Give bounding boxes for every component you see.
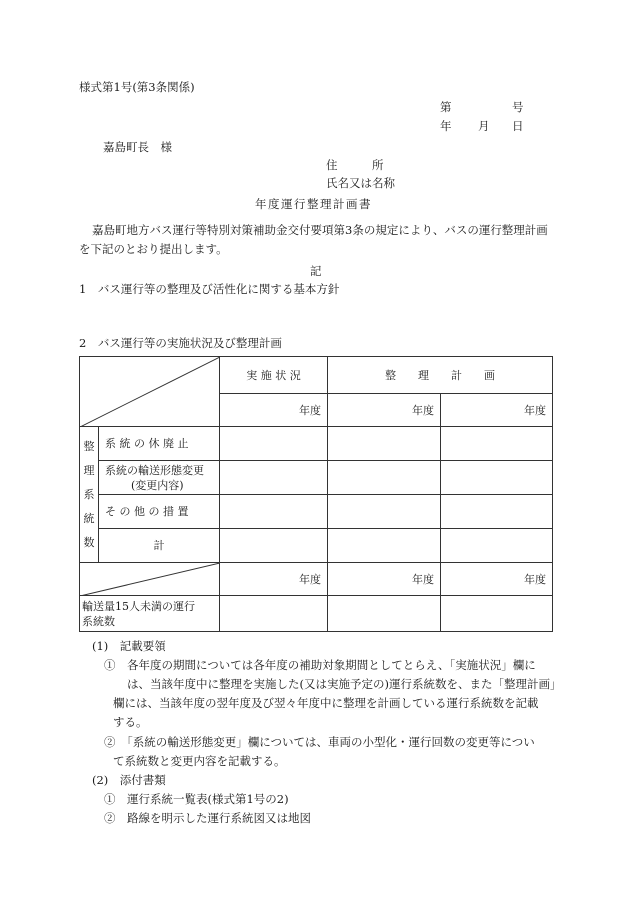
row-label-total: 計	[99, 529, 220, 563]
diagonal-line	[80, 563, 220, 596]
row-label-other-measures: そ の 他 の 措 置	[99, 495, 220, 529]
table-cell	[220, 495, 328, 529]
table-cell	[328, 461, 441, 495]
col-header-actual: 実 施 状 況	[220, 357, 328, 394]
table-cell	[328, 529, 441, 563]
diagonal-line	[80, 357, 220, 427]
table-cell	[328, 495, 441, 529]
note-1-1-line-1: ① 各年度の期間については各年度の補助対象期間としてとらえ、「実施状況」欄に	[104, 658, 536, 672]
status-plan-table	[79, 356, 553, 632]
paragraph-line-2: を下記のとおり提出します。	[79, 242, 228, 256]
year-cell: 年度	[220, 394, 328, 427]
document-number-suffix: 号	[512, 100, 524, 114]
table-cell	[441, 596, 553, 632]
note-1-1-line-3: 欄には、当該年度の翌年度及び翌々年度中に整理を計画している運行系統数を記載	[113, 696, 539, 710]
section-1-heading: 1 バス運行等の整理及び活性化に関する基本方針	[79, 282, 340, 296]
year-cell: 年度	[328, 563, 441, 596]
paragraph-line-1: 嘉島町地方バス運行等特別対策補助金交付要項第3条の規定により、バスの運行整理計画	[92, 223, 548, 237]
note-2-heading: (2) 添付書類	[92, 773, 166, 787]
year-cell: 年度	[441, 394, 553, 427]
name-label: 氏名又は名称	[326, 176, 395, 190]
table-cell	[220, 596, 328, 632]
table-cell	[328, 596, 441, 632]
year-cell: 年度	[328, 394, 441, 427]
ki-marker: 記	[310, 264, 322, 278]
bottom-diagonal-cell	[80, 563, 220, 596]
row-group-label: 整 理 系 統 数	[80, 427, 99, 563]
table-cell	[220, 529, 328, 563]
document-number-prefix: 第	[440, 100, 452, 114]
note-1-1-line-2: は、当該年度中に整理を実施した(又は実施予定の)運行系統数を、また「整理計画」	[127, 677, 562, 691]
year-cell: 年度	[220, 563, 328, 596]
addressee: 嘉島町長 様	[103, 140, 172, 154]
date-day: 日	[512, 119, 524, 133]
table-cell	[328, 427, 441, 461]
page-title: 年度運行整理計画書	[255, 197, 372, 211]
note-2-2: ② 路線を明示した運行系統図又は地図	[104, 811, 311, 825]
address-label: 住 所	[326, 158, 384, 172]
note-1-2-line-1: ② 「系統の輸送形態変更」欄については、車両の小型化・運行回数の変更等につい	[104, 735, 535, 749]
header-diagonal-cell	[80, 357, 220, 427]
table-cell	[220, 427, 328, 461]
note-1-2-line-2: て系統数と変更内容を記載する。	[113, 754, 286, 768]
note-2-1: ① 運行系統一覧表(様式第1号の2)	[104, 792, 289, 806]
section-2-heading: 2 バス運行等の実施状況及び整理計画	[79, 336, 282, 350]
row-label-transport-change: 系統の輸送形態変更 (変更内容)	[99, 461, 220, 495]
row-label-low-ridership: 輸送量15人未満の運行 系統数	[80, 596, 220, 632]
table-cell	[441, 495, 553, 529]
col-header-plan: 整 理 計 画	[328, 357, 553, 394]
table-cell	[441, 529, 553, 563]
note-1-heading: (1) 記載要領	[92, 639, 166, 653]
row-label-discontinue: 系 統 の 休 廃 止	[99, 427, 220, 461]
year-cell: 年度	[441, 563, 553, 596]
date-month: 月	[478, 119, 490, 133]
date-year: 年	[440, 119, 452, 133]
form-number: 様式第1号(第3条関係)	[79, 80, 195, 94]
table-cell	[441, 461, 553, 495]
note-1-1-line-4: する。	[113, 715, 148, 729]
table-cell	[441, 427, 553, 461]
table-cell	[220, 461, 328, 495]
